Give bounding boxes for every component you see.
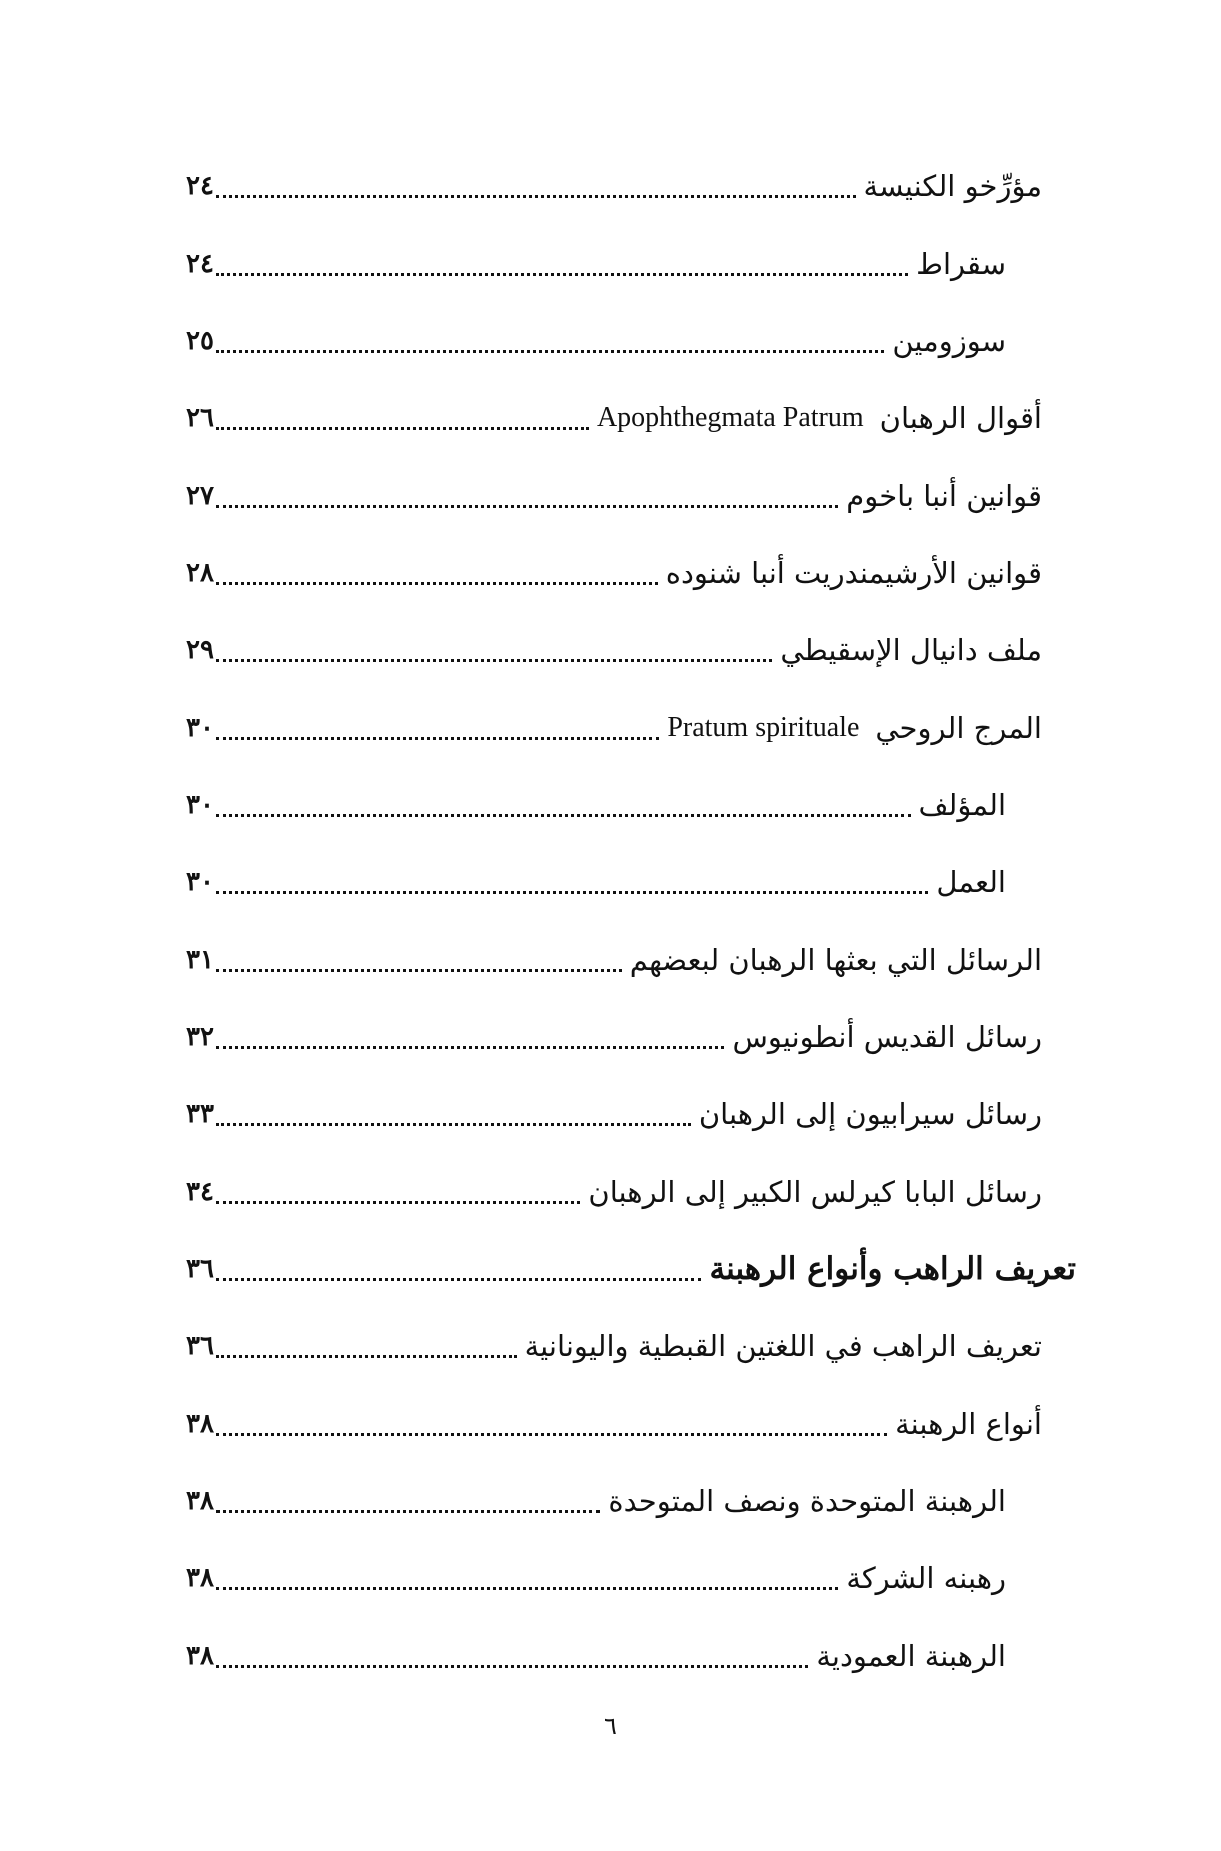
- dot-leader: [216, 1324, 517, 1368]
- toc-entry-page: ٣٠: [186, 713, 214, 743]
- toc-entry-title: المؤلف: [918, 788, 1006, 822]
- toc-entry-title: أنواع الرهبنة: [895, 1407, 1042, 1441]
- dot-leader: [216, 1170, 580, 1214]
- toc-chapter-title: تعريف الراهب وأنواع الرهبنة: [709, 1251, 1076, 1287]
- dot-leader: [216, 628, 772, 672]
- toc-entry[interactable]: [186, 470, 1042, 518]
- toc-entry-title: رسائل القديس أنطونيوس: [732, 1020, 1042, 1054]
- toc-entry[interactable]: [186, 702, 1042, 750]
- toc-entry[interactable]: [186, 315, 1006, 363]
- page-number: ٦: [604, 1712, 617, 1740]
- toc-entry-page: ٢٤: [186, 171, 214, 201]
- toc-entry-page: ٣٣: [186, 1099, 214, 1129]
- toc-entry-page: ٣٨: [186, 1486, 214, 1516]
- toc-entry[interactable]: [186, 779, 1006, 827]
- dot-leader: [216, 242, 908, 286]
- toc-entry-page: ٢٧: [186, 481, 214, 511]
- toc-entry-title: سوزومين: [892, 324, 1006, 358]
- toc-entry[interactable]: [186, 238, 1006, 286]
- toc-entry-page: ٣٢: [186, 1022, 214, 1052]
- dot-leader: [216, 860, 928, 904]
- toc-entry-title: الرهبنة العمودية: [816, 1639, 1006, 1673]
- toc-entry-title: مؤرِّخو الكنيسة: [863, 169, 1042, 203]
- toc-entry-title: الرسائل التي بعثها الرهبان لبعضهم: [629, 943, 1042, 977]
- dot-leader: [216, 1247, 701, 1291]
- toc-entry-title: المرج الروحي: [875, 711, 1042, 745]
- dot-leader: [216, 1634, 808, 1678]
- toc-entry[interactable]: [186, 392, 1042, 440]
- toc-entry-page: ٣٦: [186, 1331, 214, 1361]
- toc-entry-title: رسائل البابا كيرلس الكبير إلى الرهبان: [588, 1175, 1042, 1209]
- toc-entry-page: ٢٨: [186, 558, 214, 588]
- toc-entry-page: ٣٦: [186, 1254, 214, 1284]
- toc-entry-page: ٣٠: [186, 867, 214, 897]
- dot-leader: [216, 1015, 724, 1059]
- toc-entry-latin-title: Apophthegmata Patrum: [596, 402, 864, 433]
- toc-entry[interactable]: [186, 1166, 1042, 1214]
- toc-entry-page: ٢٥: [186, 326, 214, 356]
- toc-entry-title: قوانين الأرشيمندريت أنبا شنوده: [665, 556, 1042, 590]
- toc-entry[interactable]: [186, 856, 1006, 904]
- dot-leader: [216, 1402, 887, 1446]
- dot-leader: [216, 938, 622, 982]
- toc-entry-page: ٢٦: [186, 403, 214, 433]
- toc-entry[interactable]: [186, 1475, 1006, 1523]
- toc-entry[interactable]: [186, 1630, 1006, 1678]
- toc-entry-title: رهبنه الشركة: [846, 1561, 1006, 1595]
- toc-entry[interactable]: [186, 1320, 1042, 1368]
- toc-entry-page: ٣٨: [186, 1563, 214, 1593]
- toc-entry-title: سقراط: [916, 247, 1006, 281]
- toc-entry[interactable]: [186, 1398, 1042, 1446]
- toc-entry[interactable]: [186, 1088, 1042, 1136]
- dot-leader: [216, 1092, 691, 1136]
- toc-entry[interactable]: [186, 1552, 1006, 1600]
- dot-leader: [216, 164, 856, 208]
- toc-entry-page: ٣١: [186, 945, 214, 975]
- toc-entry[interactable]: [186, 160, 1042, 208]
- dot-leader: [216, 783, 911, 827]
- dot-leader: [216, 474, 838, 518]
- toc-entry-title: رسائل سيرابيون إلى الرهبان: [698, 1097, 1042, 1131]
- toc-entry-title: قوانين أنبا باخوم: [846, 479, 1042, 513]
- toc-entry[interactable]: [186, 1011, 1042, 1059]
- toc-entry[interactable]: [186, 624, 1042, 672]
- toc-entry-page: ٣٨: [186, 1641, 214, 1671]
- toc-entry[interactable]: [186, 547, 1042, 595]
- dot-leader: [216, 396, 589, 440]
- dot-leader: [216, 551, 658, 595]
- toc-entry-page: ٢٩: [186, 635, 214, 665]
- toc-entry-title: العمل: [936, 865, 1006, 899]
- toc-entry-page: ٢٤: [186, 249, 214, 279]
- toc-entry-page: ٣٠: [186, 790, 214, 820]
- dot-leader: [216, 1556, 838, 1600]
- toc-entry[interactable]: [186, 934, 1042, 982]
- toc-entry-title: الرهبنة المتوحدة ونصف المتوحدة: [608, 1484, 1006, 1518]
- dot-leader: [216, 319, 884, 363]
- toc-entry-page: ٣٤: [186, 1177, 214, 1207]
- toc-entry-latin-title: Pratum spirituale: [667, 712, 860, 743]
- toc-chapter-entry[interactable]: [186, 1243, 1076, 1291]
- dot-leader: [216, 1479, 600, 1523]
- dot-leader: [216, 706, 659, 750]
- toc-entry-title: تعريف الراهب في اللغتين القبطية واليونانية: [524, 1329, 1042, 1363]
- toc-entry-title: أقوال الرهبان: [879, 401, 1042, 435]
- toc-entry-page: ٣٨: [186, 1409, 214, 1439]
- toc-entry-title: ملف دانيال الإسقيطي: [780, 633, 1042, 667]
